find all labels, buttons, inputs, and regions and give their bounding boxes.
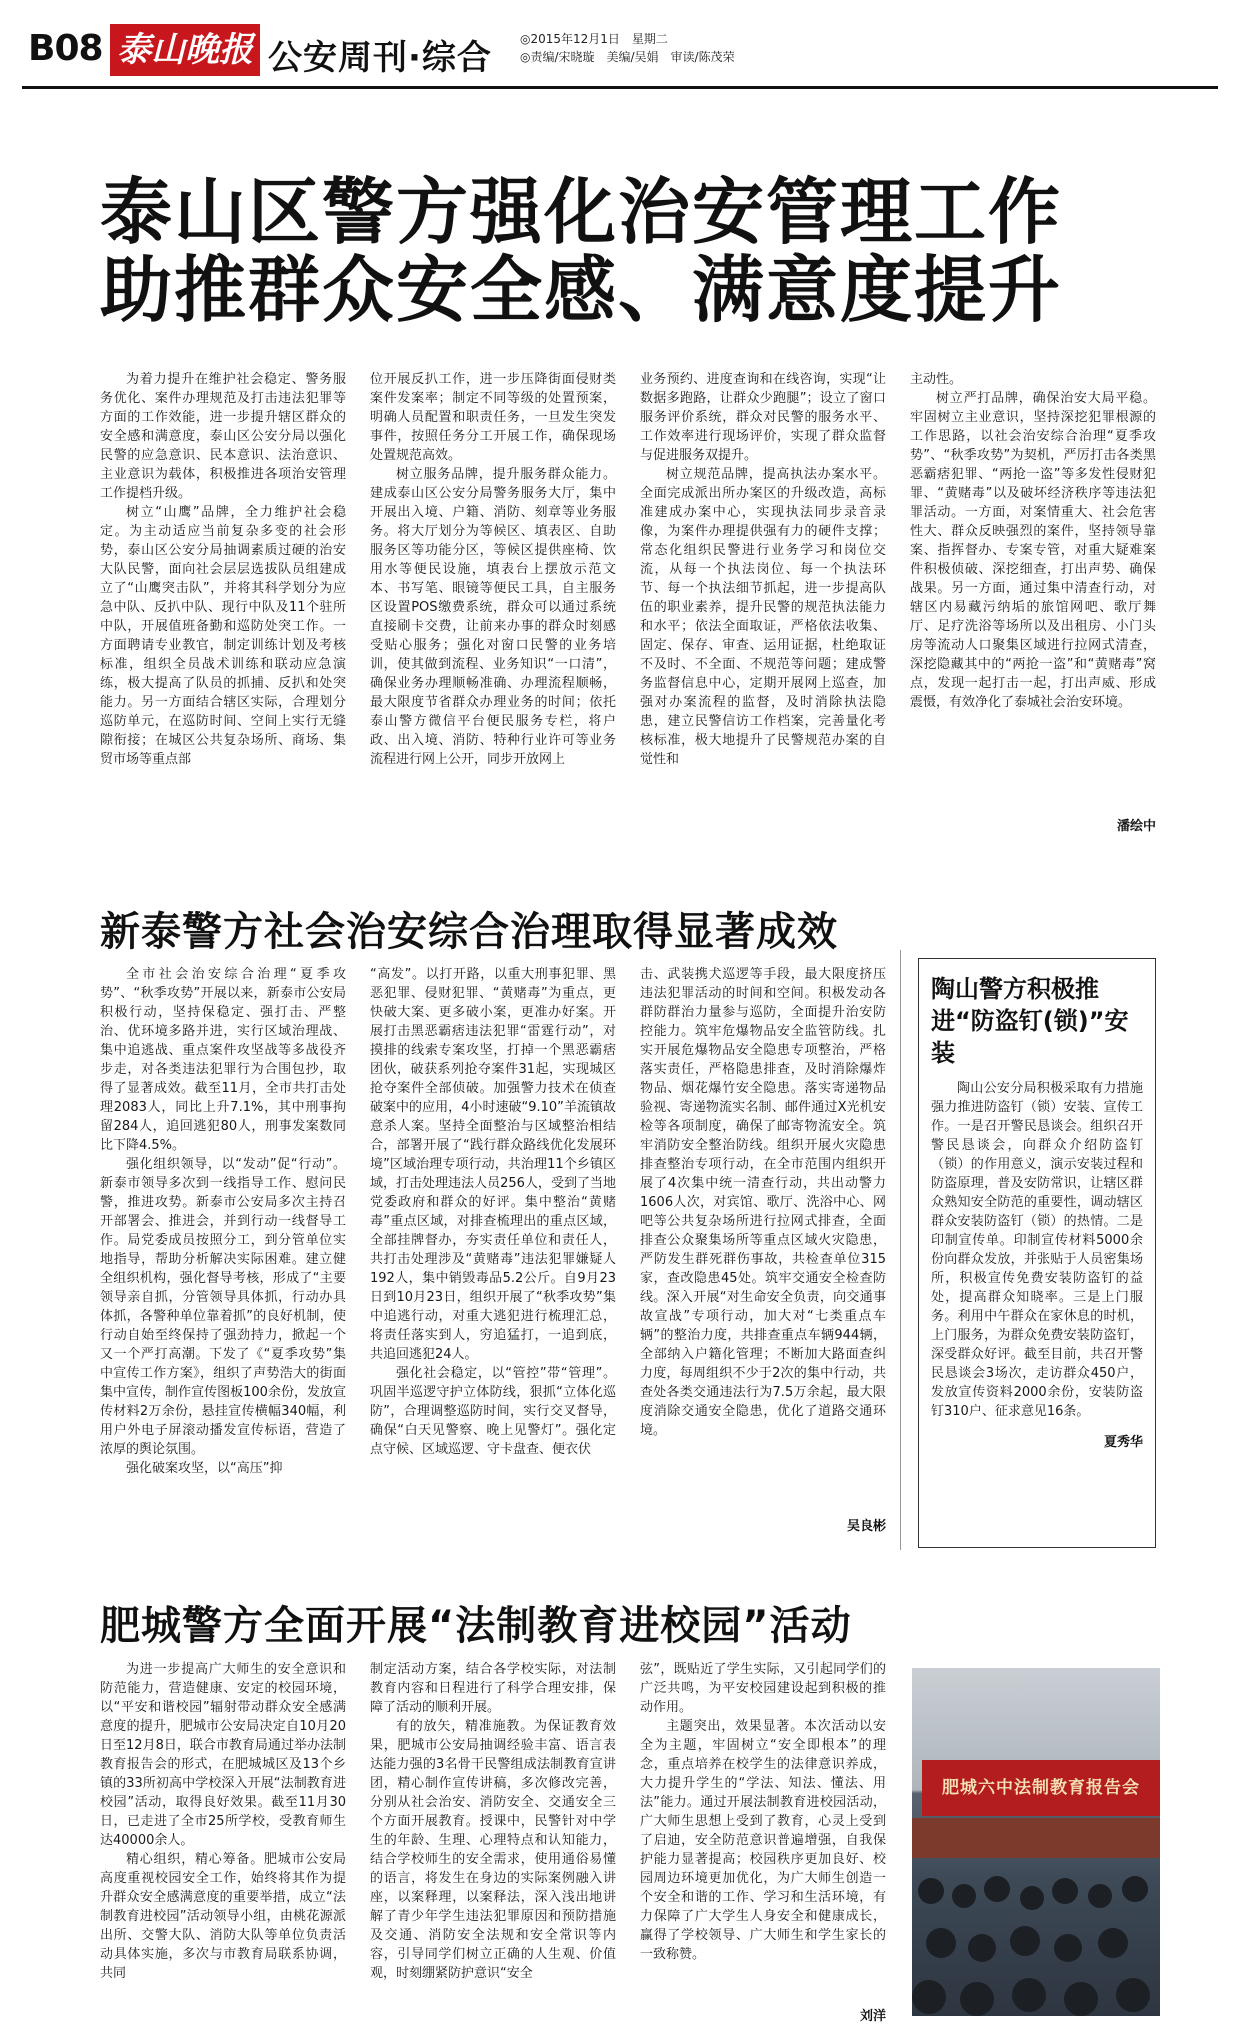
issue-date: ◎2015年12月1日 星期二 (520, 32, 668, 46)
article2-author: 吴良彬 (846, 1519, 886, 1534)
paragraph: 业务预约、进度查询和在线咨询，实现“让数据多跑路，让群众少跑腿”；设立了窗口服务评价系统，群众对民警的服务水平、工作效率进行现场评价，实现了群众监督与促进服务双提升。 (640, 372, 886, 463)
article3-column-1 (100, 1660, 346, 1983)
paragraph: 制定活动方案，结合各学校实际，对法制教育内容和日程进行了科学合理安排，保障了活动的顺利开展。 (370, 1662, 616, 1715)
article3-column-2 (370, 1660, 616, 1983)
article1-column-4 (910, 370, 1156, 712)
article1-column-3 (640, 370, 886, 769)
stage (912, 1818, 1160, 1858)
article1-headline-line1: 泰山区警方强化治安管理工作 (100, 170, 1063, 254)
section-title: 公安周刊·综合 (268, 38, 492, 78)
article3-author: 刘洋 (859, 2009, 886, 2024)
article1-column-2 (370, 370, 616, 769)
paragraph: 树立严打品牌，确保治安大局平稳。牢固树立主业意识，坚持深挖犯罪根源的工作思路，以社会治安综合治理“夏季攻势”、“秋季攻势”为契机，严厉打击各类黑恶霸痞犯罪、“两抢一盗”等多发性侵财犯罪、“黄赌毒”以及破坏经济秩序等违法犯罪活动。一方面，对案情重大、社会危害性大、群众反映强烈的案件，坚持领导靠案、指挥督办、专案专管，对重大疑难案件积极侦破、深挖细查，打出声势、确保战果。另一方面，通过集中清查行动，对辖区内易藏污纳垢的旅馆网吧、歌厅舞厅、足疗洗浴等场所以及出租房、小门头房等流动人口聚集区域进行拉网式清查，深挖隐藏其中的“两抢一盗”和“黄赌毒”窝点，发现一起打击一起，打出声威、形成震慑，有效净化了泰城社会治安环境。 (910, 391, 1156, 710)
paragraph: 强化破案攻坚，以“高压”抑 (126, 1461, 283, 1476)
paragraph: 树立“山鹰”品牌，全力维护社会稳定。为主动适应当前复杂多变的社会形势，泰山区公安分局抽调素质过硬的治安大队民警，面向社会层层选拔队员组建成立了“山鹰突击队”，并将其科学划分为应急中队、反扒中队、现行中队及11个驻所中队，开展值班备勤和巡防处突工作。一方面聘请专业教官，制定训练计划及考核标准，组织全员战术训练和联动应急演练，极大提高了队员的抓捕、反扒和处突能力。另一方面结合辖区实际，合理划分巡防单元，在巡防时间、空间上实行无缝隙衔接；在城区公共复杂场所、商场、集贸市场等重点部 (100, 505, 346, 767)
sidebar-box (918, 958, 1156, 1548)
school-assembly-photo (912, 1668, 1160, 2016)
paragraph: 为着力提升在维护社会稳定、警务服务优化、案件办理规范及打击违法犯罪等方面的工作效能，进一步提升辖区群众的安全感和满意度，泰山区公安分局以强化民警的应急意识、民本意识、法治意识、主业意识为载体，积极推进各项治安管理工作提档升级。 (100, 372, 346, 501)
article1-column-1 (100, 370, 346, 769)
paragraph: 树立规范品牌，提高执法办案水平。全面完成派出所办案区的升级改造，高标准建成办案中心，实现执法同步录音录像，为案件办理提供强有力的硬件支撑；常态化组织民警进行业务学习和岗位交流，从每一个执法岗位、每一个执法环节、每一个执法细节抓起，进一步提高队伍的职业素养，提升民警的规范执法能力和水平；依法全面取证，严格依法收集、固定、保存、审查、运用证据，杜绝取证不及时、不全面、不规范等问题；建成警务监督信息中心，定期开展网上巡查，加强对办案流程的监督，及时消除执法隐患，建立民警信访工作档案，完善量化考核标准，极大地提升了民警规范办案的自觉性和 (640, 467, 886, 767)
paragraph: 弦”，既贴近了学生实际，又引起同学们的广泛共鸣，为平安校园建设起到积极的推动作用。 (640, 1662, 886, 1715)
column-divider (900, 950, 901, 1550)
editor-credits: ◎责编/宋晓璇 美编/吴娟 审读/陈茂荣 (520, 50, 735, 64)
article2-column-3 (640, 965, 886, 1440)
article3-column-3 (640, 1660, 886, 1964)
paragraph: 主动性。 (910, 372, 963, 387)
sidebar-author: 夏秀华 (1103, 1435, 1143, 1450)
newspaper-logo: 泰山晚报 (110, 24, 260, 76)
paragraph: 强化组织领导，以“发动”促“行动”。新泰市领导多次到一线指导工作、慰问民警，推进攻势。新泰市公安局多次主持召开部署会、推进会，并到行动一线督导工作。局党委成员按照分工，到分管单位实地指导，帮助分析解决实际困难。建立健全组织机构，强化督导考核，形成了“主要领导亲自抓，分管领导具体抓，行动办具体抓，各警种单位靠着抓”的良好机制，使行动自始至终保持了强劲持力，掀起一个又一个严打高潮。下发了《“夏季攻势”集中宣传工作方案》，组织了声势浩大的街面集中宣传，制作宣传图板100余份，发放宣传材料2万余份，悬挂宣传横幅340幅，利用户外电子屏滚动播发宣传标语，营造了浓厚的舆论氛围。 (100, 1157, 346, 1457)
paragraph: “高发”。以打开路，以重大刑事犯罪、黑恶犯罪、侵财犯罪、“黄赌毒”为重点，更快破大案、更多破小案，更准办好案。开展打击黑恶霸痞违法犯罪“雷霆行动”，对摸排的线索专案攻坚，打掉一个黑恶霸痞团伙，破获系列抢夺案件31起，实现城区抢夺案件全部侦破。加强警力技术在侦查破案中的应用，4小时速破“9.10”羊流镇故意杀人案。坚持全面整治与区域整治相结合，部署开展了“践行群众路线优化发展环境”区域治理专项行动，共治理11个乡镇区域，打击处理违法人员256人，受到了当地党委政府和群众的好评。集中整治“黄赌毒”重点区域，对排查梳理出的重点区域，全部挂牌督办，夯实责任单位和责任人，共打击处理涉及“黄赌毒”违法犯罪嫌疑人192人，集中销毁毒品5.2公斤。自9月23日到10月23日，组织开展了“秋季攻势”集中追逃行动，对重大逃犯进行梳理汇总，将责任落实到人，穷追猛打，一追到底，共追回逃犯24人。 (370, 967, 616, 1362)
sidebar-title: 陶山警方积极推进“防盗钉(锁)”安装 (931, 975, 1129, 1067)
issue-meta (520, 30, 735, 66)
photo-banner: 肥城六中法制教育报告会 (922, 1760, 1160, 1816)
paragraph: 全市社会治安综合治理“夏季攻势”、“秋季攻势”开展以来，新泰市公安局积极行动，坚持保稳定、强打击、严整治、优环境多路并进，实行区域治理战、集中追逃战、重点案件攻坚战等多战役齐步走，对各类违法犯罪行为合围包抄，取得了显著成效。截至11月，全市共打击处理2083人，同比上升7.1%，其中刑事拘留284人，追回逃犯80人，刑事发案数同比下降4.5%。 (100, 967, 346, 1153)
paragraph: 有的放矢，精准施教。为保证教育效果，肥城市公安局抽调经验丰富、语言表达能力强的3名骨干民警组成法制教育宣讲团，精心制作宣传讲稿，多次修改完善，分别从社会治安、消防安全、交通安全三个方面开展教育。授课中，民警针对中学生的年龄、生理、心理特点和认知能力，结合学校师生的安全需求，使用通俗易懂的语言，将发生在身边的实际案例融入讲座，以案释理，以案释法，深入浅出地讲解了青少年学生违法犯罪原因和预防措施及交通、消防安全法规和安全常识等内容，引导同学们树立正确的人生观、价值观，时刻绷紧防护意识“安全 (370, 1719, 616, 1981)
paragraph: 位开展反扒工作，进一步压降街面侵财类案件发案率；制定不同等级的处置预案，明确人员配置和职责任务，一旦发生突发事件，按照任务分工开展工作，确保现场处置规范高效。 (370, 372, 616, 463)
paragraph: 击、武装携犬巡逻等手段，最大限度挤压违法犯罪活动的时间和空间。积极发动各群防群治力量参与巡防，全面提升治安防控能力。筑牢危爆物品安全监管防线。扎实开展危爆物品安全隐患专项整治，严格落实责任，严格隐患排查，及时消除爆炸物品、烟花爆竹安全隐患。落实寄递物品验视、寄递物流实名制、邮件通过X光机安检等各项制度，确保了邮寄物流安全。筑牢消防安全整治防线。组织开展火灾隐患排查整治专项行动，在全市范围内组织开展了4次集中统一清查行动，共出动警力1606人次，对宾馆、歌厅、洗浴中心、网吧等公共复杂场所进行拉网式排查，全面排查公众聚集场所等重点区域火灾隐患，严防发生群死群伤事故，共检查单位315家，查改隐患45处。筑牢交通安全检查防线。深入开展“对生命安全负责，向交通事故宣战”专项行动，加大对“七类重点车辆”的整治力度，共排查重点车辆944辆，全部纳入户籍化管理；不断加大路面查纠力度，每周组织不少于2次的集中行动，共查处各类交通违法行为7.5万余起，最大限度消除交通安全隐患，优化了道路交通环境。 (640, 967, 886, 1438)
article1-headline-line2: 助推群众安全感、满意度提升 (100, 248, 1063, 332)
article2-headline: 新泰警方社会治安综合治理取得显著成效 (100, 909, 838, 955)
page-number: B08 (28, 28, 103, 69)
paragraph: 强化社会稳定，以“管控”带“管理”。巩固半巡逻守护立体防线，狠抓“立体化巡防”，合理调整巡防时间，实行交叉督导，确保“白天见警察、晚上见警灯”。强化定点守候、区域巡逻、守卡盘查、便衣伏 (370, 1366, 616, 1457)
sidebar-body (931, 1079, 1143, 1421)
article2-column-2 (370, 965, 616, 1459)
paragraph: 主题突出，效果显著。本次活动以安全为主题，牢固树立“安全即根本”的理念，重点培养在校学生的法律意识养成，大力提升学生的“学法、知法、懂法、用法”能力。通过开展法制教育进校园活动，广大师生思想上受到了教育，心灵上受到了启迪，安全防范意识普遍增强，自我保护能力显著提高；校园秩序更加良好、校园周边环境更加优化，为广大师生创造一个安全和谐的工作、学习和生活环境，有力保障了广大学生人身安全和健康成长，赢得了学校领导、广大师生和学生家长的一致称赞。 (640, 1719, 886, 1962)
masthead-rule (22, 86, 1218, 89)
paragraph: 树立服务品牌，提升服务群众能力。建成泰山区公安分局警务服务大厅，集中开展出入境、户籍、消防、刻章等业务服务。将大厅划分为等候区、填表区、自助服务区等功能分区，等候区提供座椅、饮用水等便民设施，填表台上摆放示范文本、书写笔、眼镜等便民工具，自主服务区设置POS缴费系统，群众可以通过系统直接刷卡交费，让前来办事的群众时刻感受贴心服务；强化对窗口民警的业务培训，使其做到流程、业务知识“一口清”，确保业务办理顺畅准确、办理流程顺畅，最大限度节省群众办理业务的时间；依托泰山警方微信平台便民服务专栏，将户政、出入境、消防、特种行业许可等业务流程进行网上公开，同步开放网上 (370, 467, 616, 767)
article2-column-1 (100, 965, 346, 1478)
article1-author: 潘绘中 (1116, 819, 1156, 834)
paragraph: 为进一步提高广大师生的安全意识和防范能力，营造健康、安定的校园环境，以“平安和谐校园”辐射带动群众安全感满意度的提升，肥城市公安局决定自10月20日至12月8日，联合市教育局通过举办法制教育报告会的形式，在肥城城区及13个乡镇的33所初高中学校深入开展“法制教育进校园”活动，取得良好效果。截至11月30日，已走进了全市25所学校，受教育师生达40000余人。 (100, 1662, 346, 1848)
paragraph: 陶山公安分局积极采取有力措施强力推进防盗钉（锁）安装、宣传工作。一是召开警民恳谈会。组织召开警民恳谈会，向群众介绍防盗钉（锁）的作用意义，演示安装过程和防盗原理，普及安防常识，让辖区群众熟知安全防范的重要性，调动辖区群众安装防盗钉（锁）的热情。二是印制宣传单。印制宣传材料5000余份向群众发放，并张贴于人员密集场所，积极宣传免费安装防盗钉的益处，提高群众知晓率。三是上门服务。利用中午群众在家休息的时机，上门服务，为群众免费安装防盗钉，深受群众好评。截至目前，共召开警民恳谈会3场次，走访群众450户，发放宣传资料2000余份，安装防盗钉310户、征求意见16条。 (931, 1081, 1143, 1419)
article3-headline: 肥城警方全面开展“法制教育进校园”活动 (100, 1603, 852, 1649)
audience (912, 1858, 1160, 2016)
paragraph: 精心组织，精心筹备。肥城市公安局高度重视校园安全工作，始终将其作为提升群众安全感满意度的重要举措，成立“法制教育进校园”活动领导小组，由桃花源派出所、交警大队、消防大队等单位负责活动具体实施，多次与市教育局联系协调，共同 (100, 1852, 346, 1981)
